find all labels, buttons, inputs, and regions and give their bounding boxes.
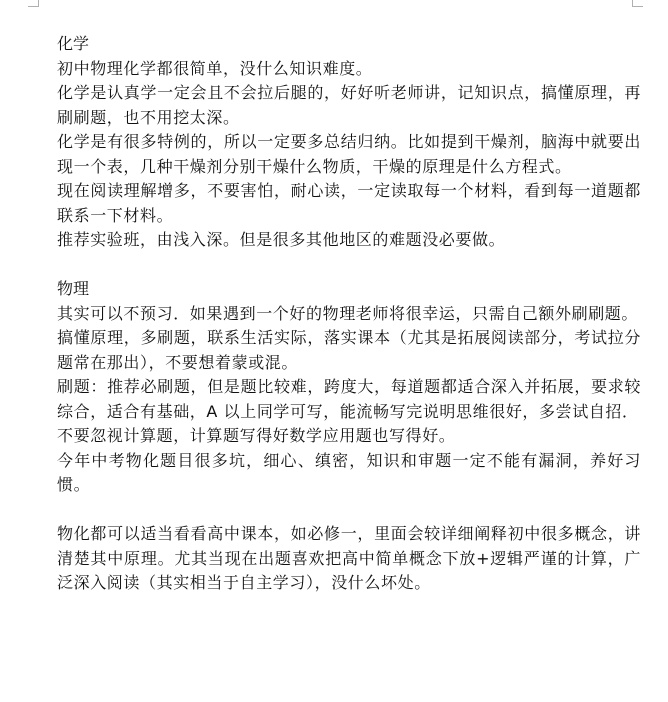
section-heading: 物理: [57, 279, 90, 298]
crop-mark-left: [28, 0, 39, 7]
blank-line: [57, 498, 641, 523]
section-heading: 化学: [57, 34, 90, 53]
document-page: [57, 32, 641, 596]
paragraph: 其实可以不预习．如果遇到一个好的物理老师将很幸运，只需自己额外刷刷题。: [57, 303, 639, 323]
paragraph: 化学是有很多特例的，所以一定要多总结归纳。比如提到干燥剂，脑海中就要出现一个表，几种干燥剂分别干燥什么物质，干燥的原理是什么方程式。: [57, 132, 641, 176]
paragraph: 搞懂原理，多刷题，联系生活实际，落实课本（尤其是拓展阅读部分，考试拉分题常在那出），不要想着蒙或混。: [57, 328, 641, 372]
section-physics: [57, 277, 641, 498]
paragraph: 现在阅读理解增多，不要害怕，耐心读，一定读取每一个材料，看到每一道题都联系一下材料。: [57, 181, 641, 225]
paragraph: 初中物理化学都很简单，没什么知识难度。: [57, 58, 373, 78]
paragraph: 刷题：推荐必刷题，但是题比较难，跨度大，每道题都适合深入并拓展，要求较综合，适合有基础，A 以上同学可写，能流畅写完说明思维很好，多尝试自招．: [57, 377, 641, 421]
crop-mark-right: [632, 0, 643, 7]
paragraph: 不要忽视计算题，计算题写得好数学应用题也写得好。: [57, 426, 456, 445]
paragraph: 今年中考物化题目很多坑，细心、缜密，知识和审题一定不能有漏洞，养好习惯。: [57, 450, 641, 494]
blank-line: [57, 253, 641, 278]
closing-paragraph: 物化都可以适当看看高中课本，如必修一，里面会较详细阐释初中很多概念，讲清楚其中原理。尤其当现在出题喜欢把高中简单概念下放+逻辑严谨的计算，广泛深入阅读（其实相当于自主学习），没什么坏处。: [57, 524, 641, 592]
section-closing: [57, 522, 641, 596]
section-chemistry: [57, 32, 641, 253]
paragraph: 化学是认真学一定会且不会拉后腿的，好好听老师讲，记知识点，搞懂原理，再刷刷题，也不用挖太深。: [57, 83, 641, 127]
paragraph: 推荐实验班，由浅入深。但是很多其他地区的难题没必要做。: [57, 230, 506, 249]
